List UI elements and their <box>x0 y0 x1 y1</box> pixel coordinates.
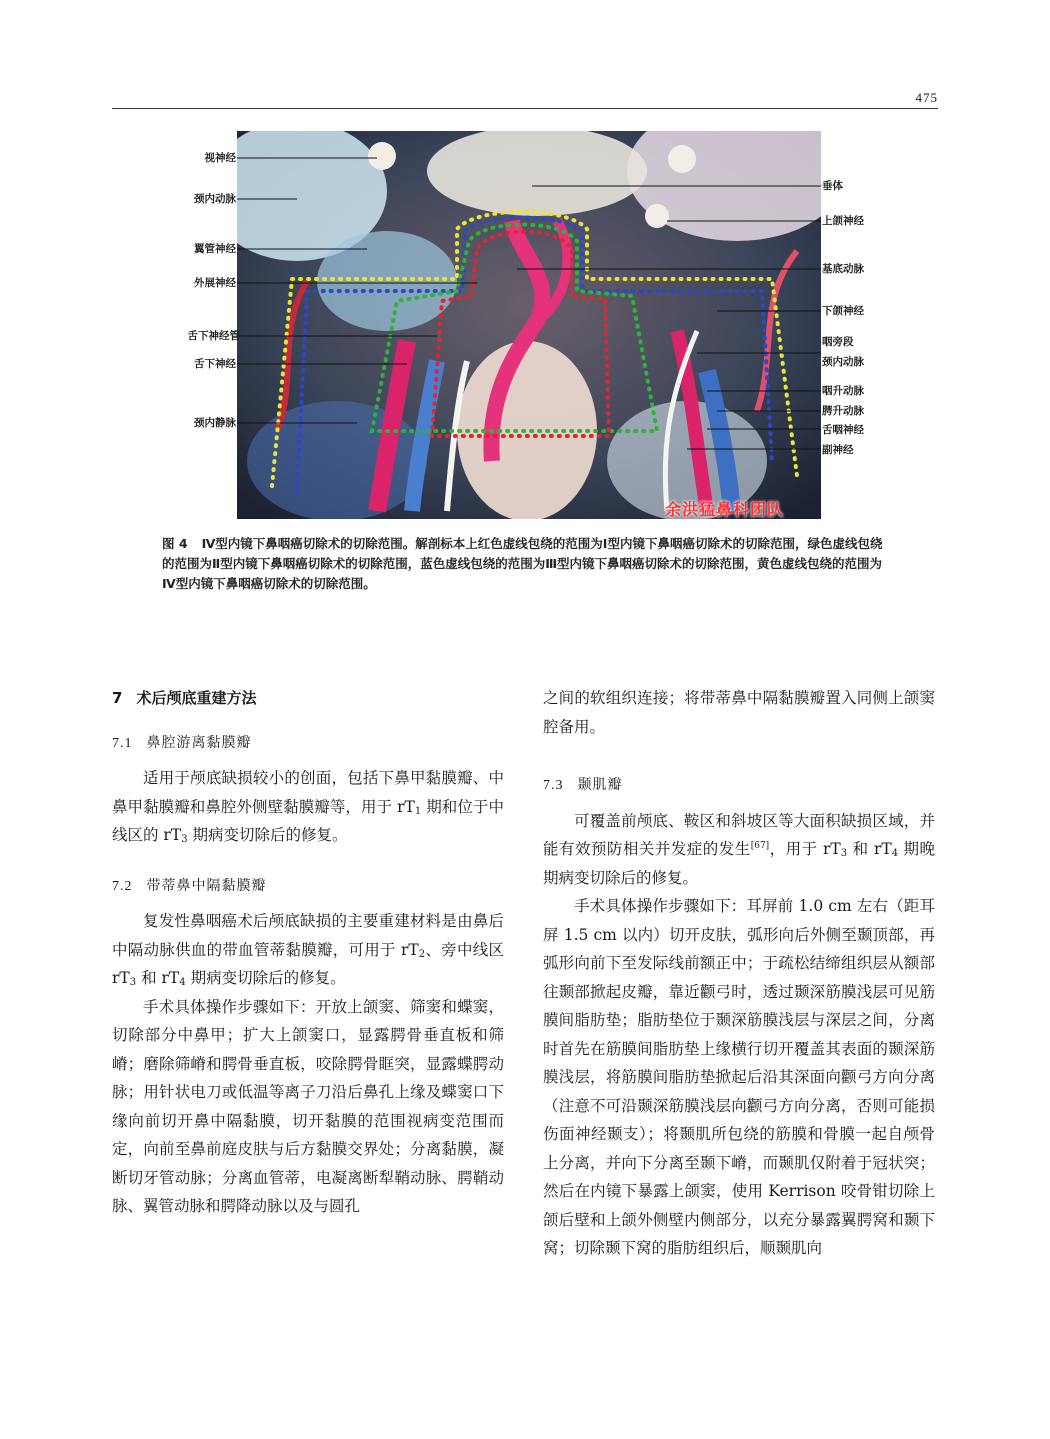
label-ascending-pharyngeal-artery: 咽升动脉 <box>822 385 864 397</box>
figure-caption <box>162 534 892 594</box>
figure-caption-text: Ⅳ型内镜下鼻咽癌切除术的切除范围。解剖标本上红色虚线包绕的范围为Ⅰ型内镜下鼻咽癌切除术的切除范围，绿色虚线包绕的范围为Ⅱ型内镜下鼻咽癌切除术的切除范围，蓝色虚线包绕的范围为Ⅲ型内镜下鼻咽癌切除术的切除范围，黄色虚线包绕的范围为Ⅳ型内镜下鼻咽癌切除术的切除范围。 <box>162 536 883 591</box>
watermark: 余洪猛鼻科团队 <box>665 500 785 519</box>
label-optic-nerve: 视神经 <box>204 152 236 164</box>
paragraph-7-3-procedure: 手术具体操作步骤如下：耳屏前 1.0 cm 左右（距耳屏 1.5 cm 以内）切开皮肤，弧形向后外侧至颞顶部，再弧形向前下至发际线前额正中；于疏松结缔组织层从额部往颞部掀起皮瓣，靠近颧弓时，透过颞深筋膜浅层可见筋膜间脂肪垫；脂肪垫位于颞深筋膜浅层与深层之间，分离时首先在筋膜间脂肪垫上缘横行切开覆盖其表面的颞深筋膜浅层，将筋膜间脂肪垫掀起后沿其深面向颧弓方向分离（注意不可沿颞深筋膜浅层向颧弓方向分离，否则可能损伤面神经颞支）；将颞肌所包绕的筋膜和骨膜一起自颅骨上分离，并向下分离至颞下嵴，而颞肌仅附着于冠状突；然后在内镜下暴露上颌窦，使用 Kerrison 咬骨钳切除上颌后壁和上颌外侧壁内侧部分，以充分暴露翼腭窝和颞下窝；切除颞下窝的脂肪组织后，顺颞肌向 <box>543 897 935 1257</box>
subsection-7-1-heading: 7.1 鼻腔游离黏膜瓣 <box>112 734 252 751</box>
label-maxillary-nerve: 上颌神经 <box>822 215 864 227</box>
citation-ref[interactable]: [67] <box>750 840 770 851</box>
paragraph-7-1: 适用于颅底缺损较小的创面，包括下鼻甲黏膜瓣、中鼻甲黏膜瓣和鼻腔外侧壁黏膜瓣等，用于 $rT_1$ 期和位于中线区的 $rT_3$ 期病变切除后的修复。 <box>112 769 504 845</box>
dissection-illustration <box>237 131 821 519</box>
paragraph-7-2-procedure: 手术具体操作步骤如下：开放上颌窦、筛窦和蝶窦，切除部分中鼻甲；扩大上颌窦口，显露腭骨垂直板和筛嵴；磨除筛嵴和腭骨垂直板，咬除腭骨眶突，显露蝶腭动脉；用针状电刀或低温等离子刀沿后鼻孔上缘及蝶窦口下缘向前切开鼻中隔黏膜，切开黏膜的范围视病变范围而定，向前至鼻前庭皮肤与后方黏膜交界处；分离黏膜，凝断切牙管动脉；分离血管蒂，电凝离断犁鞘动脉、腭鞘动脉、翼管动脉和腭降动脉以及与圆孔 <box>112 997 504 1215</box>
label-internal-carotid-artery-right: 颈内动脉 <box>822 356 864 368</box>
label-parapharyngeal-segment: 咽旁段 <box>822 336 854 348</box>
label-internal-jugular-vein: 颈内静脉 <box>194 417 236 429</box>
label-internal-carotid-artery: 颈内动脉 <box>194 193 236 205</box>
anatomy-photo <box>237 131 821 519</box>
subsection-7-2-heading: 7.2 带蒂鼻中隔黏膜瓣 <box>112 877 267 894</box>
paragraph-7-2: 复发性鼻咽癌术后颅底缺损的主要重建材料是由鼻后中隔动脉供血的带血管蒂黏膜瓣，可用于 $rT_2$、旁中线区 $rT_3$ 和 $rT_4$ 期病变切除后的修复。 <box>112 912 504 988</box>
page-number: 475 <box>915 90 938 105</box>
label-mandibular-nerve: 下颌神经 <box>822 305 864 317</box>
right-column <box>543 684 935 1263</box>
label-hypoglossal-canal: 舌下神经管 <box>187 330 240 342</box>
label-vidian-nerve: 翼管神经 <box>194 243 236 255</box>
subsection-7-3-heading: 7.3 颞肌瓣 <box>543 777 623 793</box>
left-column <box>112 684 504 1221</box>
label-hypoglossal-nerve: 舌下神经 <box>194 358 236 370</box>
figure-number: 图 4 <box>162 536 188 551</box>
label-basilar-artery: 基底动脉 <box>822 263 864 275</box>
paragraph-7-3: 可覆盖前颅底、鞍区和斜坡区等大面积缺损区域，并能有效预防相关并发症的发生[67]，用于 $rT_3$ 和 $rT_4$ 期晚期病变切除后的修复。 <box>543 811 935 887</box>
label-glossopharyngeal-nerve: 舌咽神经 <box>822 424 864 436</box>
label-ascending-palatine-artery: 腭升动脉 <box>822 405 864 417</box>
label-pituitary: 垂体 <box>822 180 843 192</box>
paragraph-7-2-continued: 之间的软组织连接；将带蒂鼻中隔黏膜瓣置入同侧上颌窦腔备用。 <box>543 689 935 736</box>
label-accessory-nerve: 副神经 <box>822 444 854 456</box>
section-heading: 7 术后颅底重建方法 <box>112 689 257 707</box>
label-abducens-nerve: 外展神经 <box>194 277 236 289</box>
header-rule <box>112 108 938 109</box>
